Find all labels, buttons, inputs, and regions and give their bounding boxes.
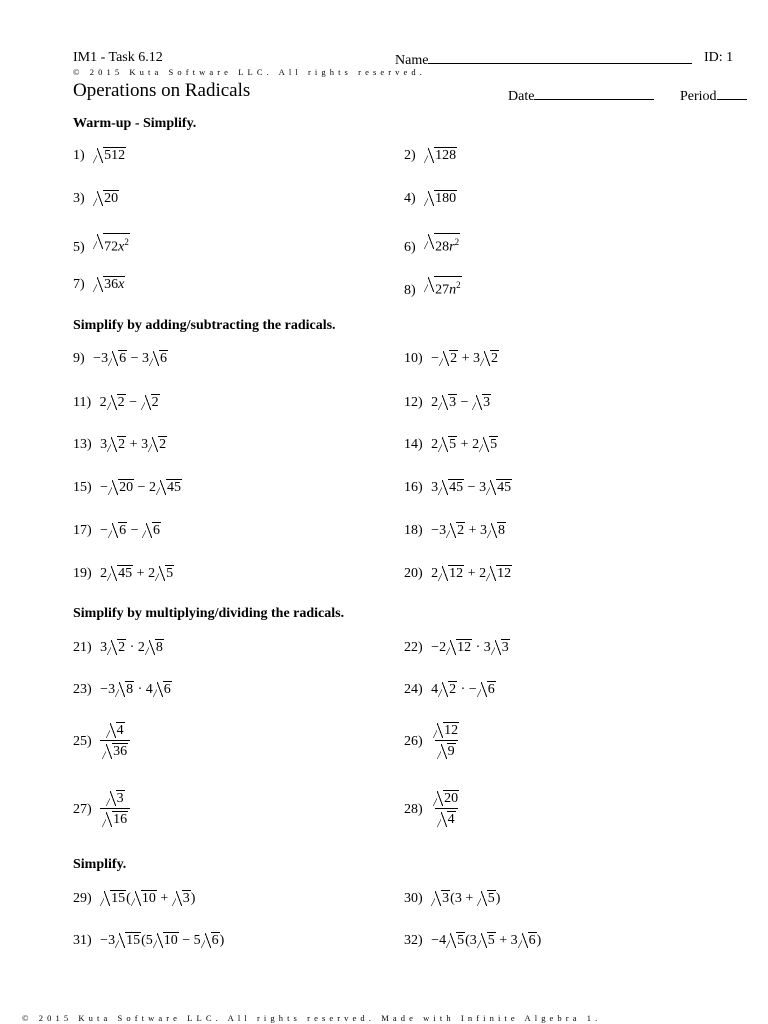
problem-number: 2) [404, 148, 416, 163]
problem-expression: −3 6 − 3 6 [93, 351, 167, 366]
problem-number: 18) [404, 523, 423, 538]
problem-number: 23) [73, 682, 92, 697]
problem-item [404, 350, 499, 367]
problem-item [404, 190, 457, 207]
problem-number: 1) [73, 148, 85, 163]
section-heading: Simplify by adding/subtracting the radicals. [73, 318, 336, 333]
problem-number: 5) [73, 239, 85, 255]
problem-item [73, 681, 172, 698]
problem-item [73, 394, 160, 411]
problem-item [73, 790, 130, 829]
problem-item [404, 790, 461, 829]
problem-expression: 2 2 − 2 [99, 395, 159, 410]
id-label: ID: 1 [704, 50, 734, 65]
problem-expression: 20 [93, 190, 119, 207]
date-field[interactable] [508, 86, 654, 105]
problem-number: 6) [404, 239, 416, 255]
problem-item [404, 394, 491, 411]
problem-number: 30) [404, 891, 423, 906]
problem-item [73, 276, 125, 293]
problem-item [404, 722, 461, 761]
problem-item [73, 436, 167, 453]
section-heading: Simplify. [73, 857, 127, 872]
problem-expression: $27n^2$ [424, 276, 462, 299]
problem-expression: 2 5 + 2 5 [431, 437, 498, 452]
problem-number: 17) [73, 523, 92, 538]
worksheet-title: Operations on Radicals [73, 80, 251, 101]
date-blank[interactable] [534, 86, 654, 100]
problem-item [73, 932, 224, 949]
problem-number: 28) [404, 801, 423, 817]
problem-item [404, 436, 498, 453]
problem-expression: 180 [424, 190, 457, 207]
problem-number: 3) [73, 191, 85, 206]
problem-number: 13) [73, 437, 92, 452]
problem-expression: 2 12 + 2 12 [431, 566, 512, 581]
date-label: Date [508, 89, 535, 104]
problem-expression: $\frac{20}{4}$ [431, 790, 461, 829]
problem-item [404, 276, 462, 299]
problem-number: 7) [73, 277, 85, 292]
problem-number: 31) [73, 933, 92, 948]
problem-expression: 3(3 + 5) [431, 890, 500, 907]
problem-number: 9) [73, 351, 85, 366]
problem-expression: 3 2 + 3 2 [100, 437, 167, 452]
problem-number: 21) [73, 640, 92, 655]
footer-copyright: © 2015 Kuta Software LLC. All rights reserved. Made with Infinite Algebra 1. [22, 1013, 602, 1023]
problem-item [73, 190, 119, 207]
section-heading: Warm-up - Simplify. [73, 116, 197, 131]
problem-item [73, 565, 174, 582]
problem-expression: −4 5(3 5 + 3 6) [431, 933, 542, 948]
copyright-top: © 2015 Kuta Software LLC. All rights reserved. [73, 67, 426, 77]
problem-item [73, 479, 182, 496]
problem-expression: 512 [93, 147, 126, 164]
problem-item [73, 147, 126, 164]
problem-expression: 2 45 + 2 5 [100, 566, 174, 581]
problem-expression: 3 45 − 3 45 [431, 480, 512, 495]
problem-expression: $\frac{12}{9}$ [431, 722, 461, 761]
problem-expression: $72x^2$ [93, 233, 130, 256]
problem-number: 4) [404, 191, 416, 206]
problem-expression: −3 2 + 3 8 [431, 523, 505, 538]
problem-number: 20) [404, 566, 423, 581]
problem-expression: −3 15(5 10 − 5 6) [100, 933, 225, 948]
problem-expression: − 20 − 2 45 [100, 480, 181, 495]
problem-expression: 15( 10 + 3) [100, 890, 195, 907]
problem-expression: 128 [424, 147, 457, 164]
problem-expression: − 6 − 6 [100, 523, 160, 538]
period-label: Period [680, 89, 717, 104]
problem-item [404, 522, 506, 539]
problem-expression: −2 12 · 3 3 [431, 640, 509, 655]
problem-expression: $\frac{4}{36}$ [100, 722, 130, 761]
name-label: Name [395, 53, 429, 68]
problem-expression: 2 3 − 3 [431, 395, 491, 410]
problem-number: 26) [404, 733, 423, 749]
problem-number: 25) [73, 733, 92, 749]
problem-number: 27) [73, 801, 92, 817]
problem-expression: 36x [93, 276, 125, 293]
problem-expression: −3 8 · 4 6 [100, 682, 171, 697]
problem-item [404, 565, 512, 582]
problem-item [404, 890, 500, 907]
problem-item [404, 147, 457, 164]
problem-item [404, 479, 512, 496]
problem-item [73, 350, 168, 367]
problem-expression: $28r^2$ [424, 233, 460, 256]
problem-item [73, 722, 130, 761]
problem-item [73, 233, 130, 256]
problem-number: 24) [404, 682, 423, 697]
problem-number: 10) [404, 351, 423, 366]
name-field[interactable] [395, 50, 692, 69]
problem-expression: 3 2 · 2 8 [100, 640, 163, 655]
problem-number: 19) [73, 566, 92, 581]
problem-item [404, 681, 496, 698]
section-heading: Simplify by multiplying/dividing the radicals. [73, 606, 345, 621]
problem-item [404, 233, 460, 256]
problem-item [73, 890, 195, 907]
problem-item [404, 932, 541, 949]
problem-number: 11) [73, 395, 92, 410]
problem-expression: 4 2 · − 6 [431, 682, 495, 697]
problem-number: 15) [73, 480, 92, 495]
problem-item [73, 639, 164, 656]
problem-number: 32) [404, 933, 423, 948]
period-blank[interactable] [717, 86, 747, 100]
problem-number: 14) [404, 437, 423, 452]
problem-expression: − 2 + 3 2 [431, 351, 498, 366]
period-field[interactable] [680, 86, 747, 105]
problem-number: 8) [404, 282, 416, 298]
problem-item [404, 639, 510, 656]
name-blank[interactable] [428, 50, 692, 64]
course-label: IM1 - Task 6.12 [73, 50, 163, 65]
problem-item [73, 522, 161, 539]
problem-number: 29) [73, 891, 92, 906]
problem-number: 16) [404, 480, 423, 495]
problem-expression: $\frac{3}{16}$ [100, 790, 130, 829]
problem-number: 12) [404, 395, 423, 410]
problem-number: 22) [404, 640, 423, 655]
